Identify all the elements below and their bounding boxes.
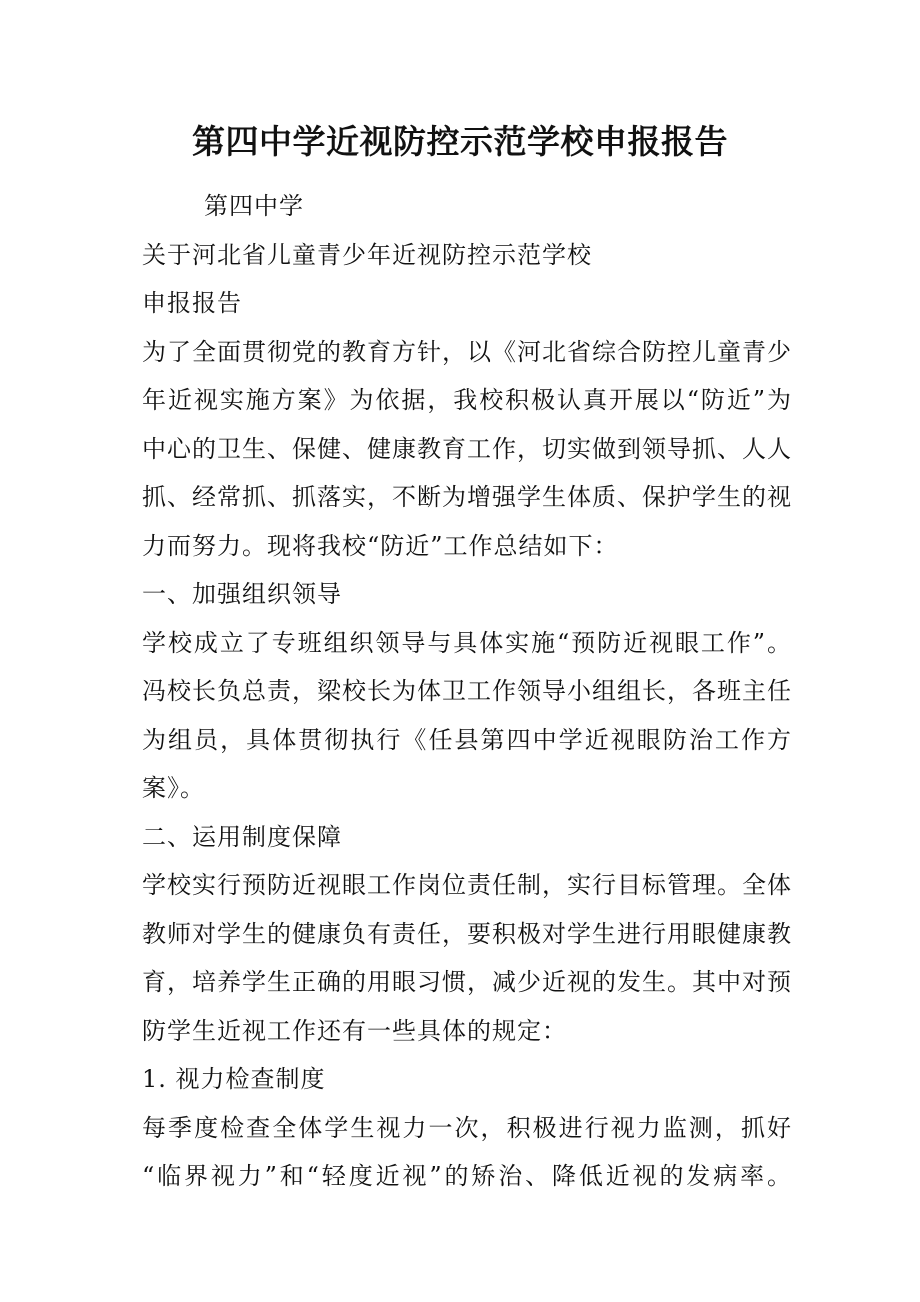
paragraph-line: 为了全面贯彻党的教育方针，以《河北省综合防控儿童青少 — [142, 337, 792, 366]
document-body — [142, 182, 792, 1201]
section-heading: 二、运用制度保障 — [142, 822, 342, 851]
document-title: 第四中学近视防控示范学校申报报告 — [192, 122, 728, 161]
paragraph-line: 学校成立了专班组织领导与具体实施“预防近视眼工作”。 — [142, 628, 792, 657]
paragraph-line: 教师对学生的健康负有责任，要积极对学生进行用眼健康教 — [142, 919, 792, 948]
paragraph-line: 为组员，具体贯彻执行《任县第四中学近视眼防治工作方 — [142, 725, 792, 754]
paragraph-line: 关于河北省儿童青少年近视防控示范学校 — [142, 240, 592, 269]
paragraph-line: “临界视力”和“轻度近视”的矫治、降低近视的发病率。 — [142, 1162, 792, 1190]
paragraph-line: 中心的卫生、保健、健康教育工作，切实做到领导抓、人人 — [142, 434, 792, 463]
paragraph-line: 年近视实施方案》为依据，我校积极认真开展以“防近”为 — [142, 386, 792, 414]
school-name-line: 第四中学 — [204, 192, 304, 220]
paragraph-line: 育，培养学生正确的用眼习惯，减少近视的发生。其中对预 — [142, 968, 792, 996]
paragraph-line: 案》。 — [142, 774, 205, 802]
paragraph-line: 力而努力。现将我校“防近”工作总结如下： — [142, 531, 619, 560]
subsection-heading: 1. 视力检查制度 — [142, 1065, 326, 1093]
paragraph-line: 学校实行预防近视眼工作岗位责任制，实行目标管理。全体 — [142, 871, 792, 899]
paragraph-line: 每季度检查全体学生视力一次，积极进行视力监测，抓好 — [142, 1113, 792, 1142]
paragraph-line: 抓、经常抓、抓落实，不断为增强学生体质、保护学生的视 — [142, 483, 792, 511]
paragraph-line: 防学生近视工作还有一些具体的规定： — [142, 1016, 567, 1045]
section-heading: 一、加强组织领导 — [142, 580, 342, 608]
paragraph-line: 申报报告 — [142, 289, 242, 317]
paragraph-line: 冯校长负总责，梁校长为体卫工作领导小组组长，各班主任 — [142, 677, 792, 705]
